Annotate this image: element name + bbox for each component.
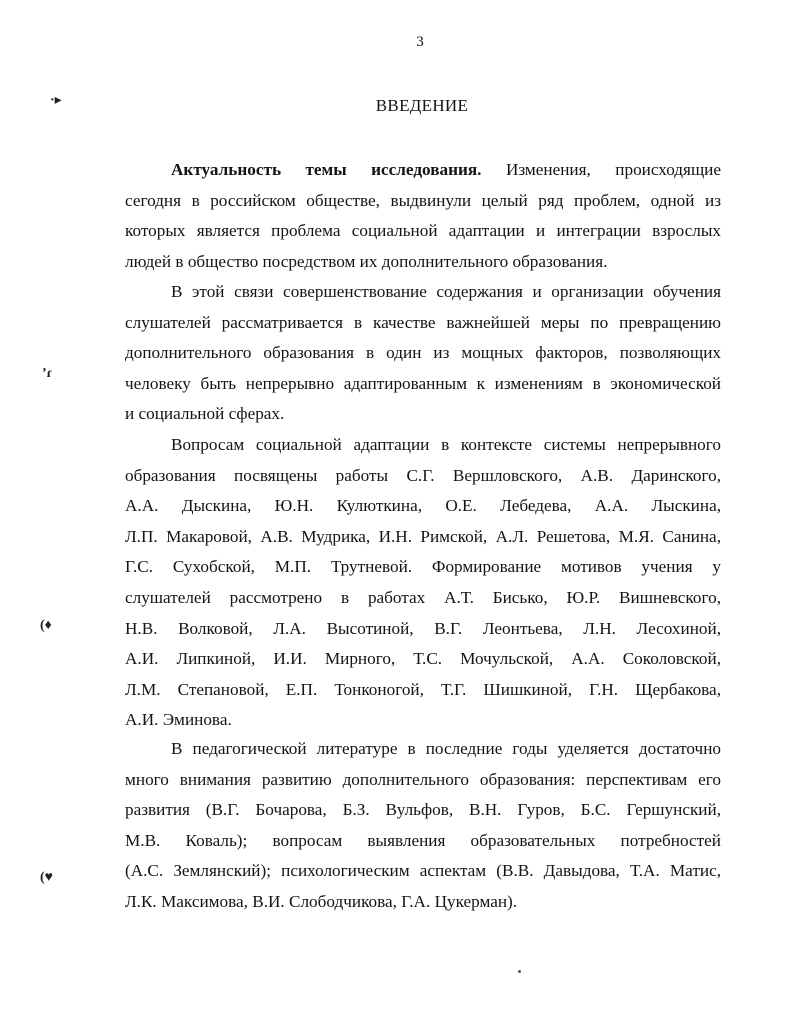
text-line: людей в общество посредством их дополнительного образования. (125, 251, 608, 271)
text-line: Н.В. Волковой, Л.А. Высотиной, В.Г. Леонтьева, Л.Н. Лесохиной, (125, 618, 721, 638)
text-line: человеку быть непрерывно адаптированным к изменениям в экономической (125, 373, 721, 393)
text-line: А.И. Липкиной, И.И. Мирного, Т.С. Мочульской, А.А. Соколовской, (125, 649, 721, 669)
text-line: А.И. Эминова. (125, 710, 232, 730)
text-line: Л.М. Степановой, Е.П. Тонконогой, Т.Г. Шишкиной, Г.Н. Щербакова, (125, 679, 721, 699)
text-line: Л.П. Макаровой, А.В. Мудрика, И.Н. Римской, А.Л. Решетова, М.Я. Санина, (125, 526, 721, 546)
scan-mark-icon: (♥ (40, 870, 53, 885)
text-line: М.В. Коваль); вопросам выявления образовательных потребностей (125, 830, 721, 850)
text-line: Вопросам социальной адаптации в контексте системы непрерывного (171, 435, 721, 454)
page-number: 3 (416, 34, 424, 50)
text-line: и социальной сферах. (125, 404, 285, 424)
text-line: развития (В.Г. Бочарова, Б.З. Вульфов, В.Н. Гуров, Б.С. Гершунский, (125, 800, 721, 820)
text-line: В педагогической литературе в последние годы уделяется достаточно (171, 739, 721, 758)
text-line: А.А. Дыскина, Ю.Н. Кулюткина, О.Е. Лебедева, А.А. Лыскина, (125, 496, 721, 516)
text-line: которых является проблема социальной адаптации и интеграции взрослых (125, 221, 721, 241)
paragraph-adaptation (125, 430, 721, 736)
paragraph-relevance (125, 155, 721, 277)
text-line (125, 155, 721, 186)
text-line: Г.С. Сухобской, М.П. Трутневой. Формирование мотивов учения у (125, 557, 721, 577)
text-line: слушателей рассматривается в качестве важнейшей меры по превращению (125, 312, 721, 332)
scan-mark-icon: ·▸ (50, 93, 62, 108)
text-line: сегодня в российском обществе, выдвинули целый ряд проблем, одной из (125, 190, 721, 210)
section-heading: ВВЕДЕНИЕ (375, 96, 469, 115)
scan-dot (518, 970, 521, 973)
text-line: много внимания развитию дополнительного образования: перспективам его (125, 769, 721, 789)
text-line: В этой связи совершенствование содержания и организации обучения (171, 282, 721, 301)
text-line: (А.С. Землянский); психологическим аспектам (В.В. Давыдова, Т.А. Матис, (125, 861, 721, 881)
paragraph-literature (125, 734, 721, 918)
paragraph-improvement (125, 277, 721, 430)
scan-mark-icon: ʼɾ (42, 366, 53, 381)
text-line: образования посвящены работы С.Г. Вершловского, А.В. Даринского, (125, 465, 721, 485)
relevance-line-rest: Изменения, происходящие (505, 160, 722, 179)
scan-mark-icon: (♦ (40, 618, 52, 633)
relevance-lead: Актуальность темы исследования. (171, 160, 482, 179)
text-line: Л.К. Максимова, В.И. Слободчикова, Г.А. Цукерман). (125, 891, 518, 911)
text-line: слушателей рассмотрено в работах А.Т. Бисько, Ю.Р. Вишневского, (125, 587, 721, 607)
text-line: дополнительного образования в один из мощных факторов, позволяющих (125, 343, 721, 363)
